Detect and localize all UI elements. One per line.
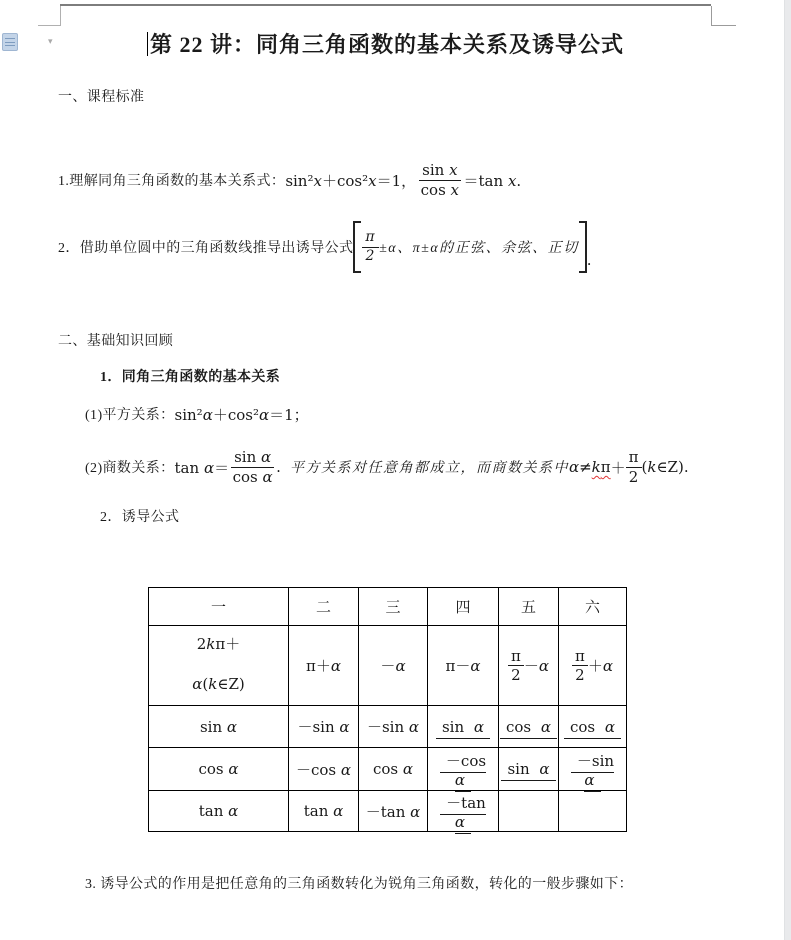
scrollbar-track[interactable] <box>784 0 791 940</box>
identity-formula-tail: ＝tan x. <box>463 171 522 190</box>
course-item-1 <box>58 156 521 204</box>
margin-mark-left-vertical <box>60 6 61 26</box>
angle-cell-4: π－α <box>428 626 499 706</box>
sentence-period: . <box>276 458 281 476</box>
table-sin-row <box>149 706 627 748</box>
plus-sign: ＋ <box>610 458 626 477</box>
section-heading-basics: 二、基础知识回顾 <box>58 334 174 349</box>
cos-cell-5: sin α <box>499 748 559 791</box>
margin-mark-left-horizontal <box>38 25 60 26</box>
quotient-remark: 平方关系对任意角都成立，而商数关系中 <box>289 461 569 476</box>
tan-cell-3: －tan α <box>359 791 428 832</box>
course-item-2 <box>58 221 591 273</box>
induction-formula-table <box>148 587 627 832</box>
cos-cell-1: cos α <box>149 748 289 791</box>
angle-cell-6: $\frac{\pi}{2}$ ＋α <box>559 626 627 706</box>
fraction-sina-cosa: $\frac{\text{sin α}}{\text{cos α}}$ <box>232 448 273 486</box>
tan-cell-6 <box>559 791 627 832</box>
angle-cell-1: 2kπ＋ α(k∈Z) <box>149 626 289 706</box>
sin-cell-6: cos α <box>559 706 627 748</box>
header-cell-2: 二 <box>289 588 359 626</box>
identity-formula: sin²x＋cos²x＝1， <box>285 171 417 190</box>
tan-cell-4: －tan α <box>428 791 499 832</box>
angle-cell-2: π＋α <box>289 626 359 706</box>
right-bracket <box>579 221 587 273</box>
angle-cell-3: －α <box>359 626 428 706</box>
page-title-text: 第 22 讲：同角三角函数的基本关系及诱导公式 <box>149 32 624 57</box>
quotient-relation-label: (2)商数关系： <box>85 461 175 476</box>
fraction-pi-2: $\frac{\pi}{2}$ <box>362 230 379 264</box>
chevron-down-icon[interactable]: ▾ <box>48 36 53 46</box>
course-item-1-text: 1.理解同角三角函数的基本关系式： <box>58 174 286 189</box>
quotient-lhs: tan α＝ <box>174 458 230 477</box>
bracket-body-text: ±α、π±α的正弦、余弦、正切 <box>379 241 579 256</box>
page-title <box>60 28 711 59</box>
square-relation-label: (1)平方关系： <box>85 408 175 423</box>
table-header-row <box>149 588 627 626</box>
cos-cell-4: －cos α <box>428 748 499 791</box>
table-cos-row <box>149 748 627 791</box>
section-heading-course-standard: 一、课程标准 <box>58 90 145 105</box>
fraction-sinx-cosx: $\frac{\text{sin x}}{\text{cos x}}$ <box>420 161 460 199</box>
tan-cell-1: tan α <box>149 791 289 832</box>
paste-options-icon[interactable] <box>2 33 18 51</box>
tan-cell-2: tan α <box>289 791 359 832</box>
margin-mark-right-vertical <box>711 6 712 26</box>
sin-cell-1: sin α <box>149 706 289 748</box>
left-bracket <box>353 221 361 273</box>
square-relation-line <box>85 404 309 424</box>
subheading-induction-formulas: 2．诱导公式 <box>100 510 180 525</box>
sin-cell-4: sin α <box>428 706 499 748</box>
sin-cell-3: －sin α <box>359 706 428 748</box>
table-angle-row <box>149 626 627 706</box>
sin-cell-5: cos α <box>499 706 559 748</box>
paste-icon-line <box>5 45 15 46</box>
subheading-basic-relations: 1．同角三角函数的基本关系 <box>100 370 281 385</box>
quotient-relation-line <box>85 441 689 493</box>
text-cursor <box>147 32 148 56</box>
table-tan-row <box>149 791 627 832</box>
header-cell-3: 三 <box>359 588 428 626</box>
fraction-pi-2-small: $\frac{\pi}{2}$ <box>626 449 642 485</box>
paste-icon-line <box>5 38 15 39</box>
header-cell-4: 四 <box>428 588 499 626</box>
tan-cell-5 <box>499 791 559 832</box>
header-cell-6: 六 <box>559 588 627 626</box>
square-relation-formula: sin²α＋cos²α＝1； <box>174 405 309 424</box>
header-cell-5: 五 <box>499 588 559 626</box>
page-top-edge <box>60 4 711 6</box>
sin-cell-2: －sin α <box>289 706 359 748</box>
alpha-not-equal: α≠ <box>568 458 592 476</box>
note-3: 3. 诱导公式的作用是把任意角的三角函数转化为锐角三角函数，转化的一般步骤如下： <box>85 877 633 892</box>
margin-mark-right-horizontal <box>712 25 736 26</box>
header-cell-1: 一 <box>149 588 289 626</box>
sentence-period: . <box>586 251 592 269</box>
cos-cell-3: cos α <box>359 748 428 791</box>
cos-cell-6: －sin α <box>559 748 627 791</box>
cos-cell-2: －cos α <box>289 748 359 791</box>
angle-cell-5: $\frac{\pi}{2}$ －α <box>499 626 559 706</box>
kpi-spellcheck-term: kπ <box>591 458 611 476</box>
k-in-z-tail: (k∈Z). <box>641 458 689 476</box>
paste-icon-line <box>5 42 15 43</box>
course-item-2-text: 2．借助单位圆中的三角函数线推导出诱导公式 <box>58 241 354 256</box>
